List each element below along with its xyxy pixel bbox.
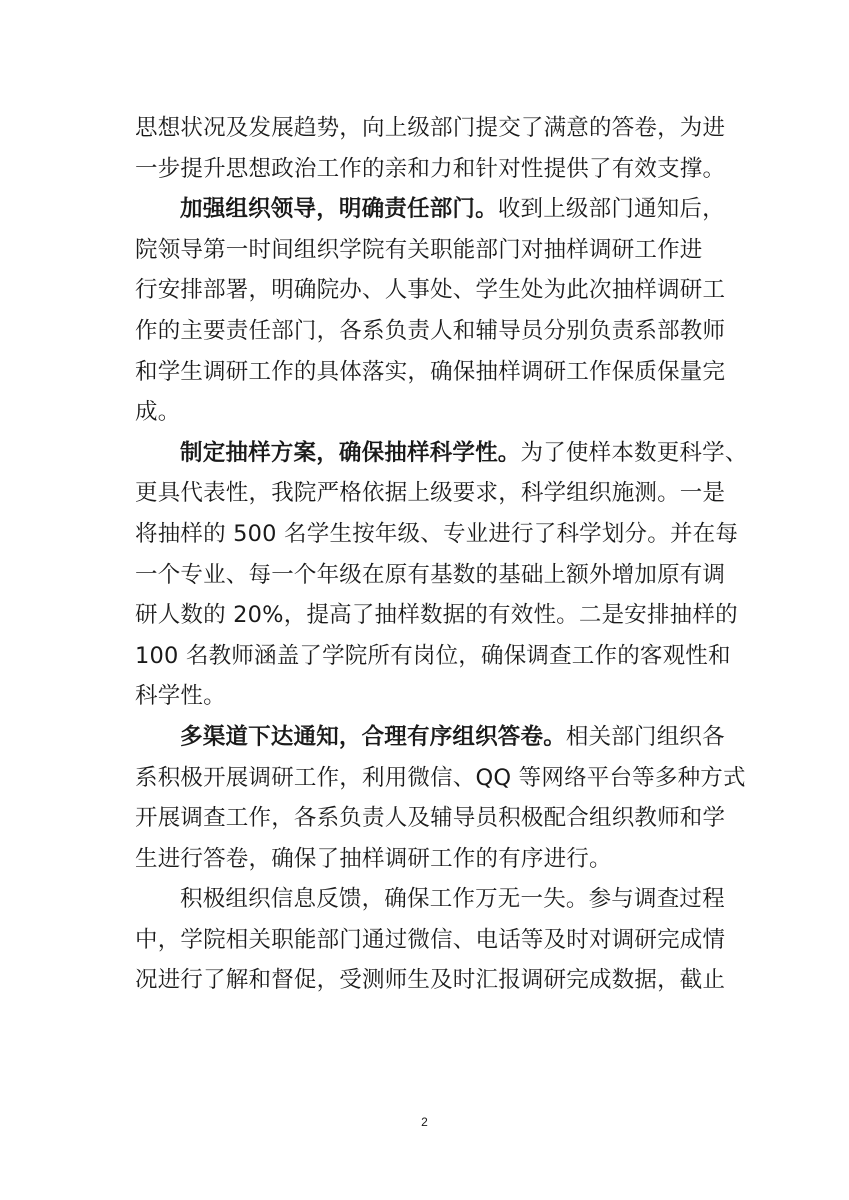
text-line: 作的主要责任部门，各系负责人和辅导员分别负责系部教师 <box>135 317 726 344</box>
text-line: 科学性。 <box>135 683 226 710</box>
paragraph-lead-notification: 多渠道下达通知，合理有序组织答卷。 <box>180 723 566 750</box>
text-line: 研人数的 20%，提高了抽样数据的有效性。二是安排抽样的 <box>135 602 738 629</box>
text-line: 积极组织信息反馈，确保工作万无一失。参与调查过程 <box>180 886 725 913</box>
text-line: 中，学院相关职能部门通过微信、电话等及时对调研完成情 <box>135 926 726 953</box>
document-body <box>135 108 748 1001</box>
paragraph-lead-sampling: 制定抽样方案，确保抽样科学性。 <box>180 439 521 466</box>
text-line: 和学生调研工作的具体落实，确保抽样调研工作保质保量完 <box>135 358 726 385</box>
text-line: 系积极开展调研工作，利用微信、QQ 等网络平台等多种方式 <box>135 764 746 791</box>
text-line: 行安排部署，明确院办、人事处、学生处为此次抽样调研工 <box>135 277 726 304</box>
text-line: 况进行了解和督促，受测师生及时汇报调研完成数据，截止 <box>135 967 726 994</box>
text-line: 开展调查工作，各系负责人及辅导员积极配合组织教师和学 <box>135 805 726 832</box>
text-line: 一个专业、每一个年级在原有基数的基础上额外增加原有调 <box>135 561 726 588</box>
text-span: 为了使样本数更科学、 <box>520 439 748 466</box>
text-span: 收到上级部门通知后， <box>497 196 725 223</box>
text-line: 成。 <box>135 399 181 426</box>
paragraph-heading-line <box>135 717 725 758</box>
paragraph-lead-organization: 加强组织领导，明确责任部门。 <box>180 196 498 223</box>
page-number: 2 <box>421 1115 428 1129</box>
text-line: 一步提升思想政治工作的亲和力和针对性提供了有效支撑。 <box>135 155 726 182</box>
text-line: 生进行答卷，确保了抽样调研工作的有序进行。 <box>135 845 612 872</box>
paragraph-heading-line <box>135 189 725 230</box>
text-line: 思想状况及发展趋势，向上级部门提交了满意的答卷，为进 <box>135 115 726 141</box>
text-line: 将抽样的 500 名学生按年级、专业进行了科学划分。并在每 <box>135 520 739 547</box>
text-line: 100 名教师涵盖了学院所有岗位，确保调查工作的客观性和 <box>135 642 731 669</box>
text-line: 更具代表性，我院严格依据上级要求，科学组织施测。一是 <box>135 480 726 507</box>
paragraph-heading-line <box>135 433 748 474</box>
text-line: 院领导第一时间组织学院有关职能部门对抽样调研工作进 <box>135 236 703 263</box>
text-span: 相关部门组织各 <box>565 723 725 750</box>
